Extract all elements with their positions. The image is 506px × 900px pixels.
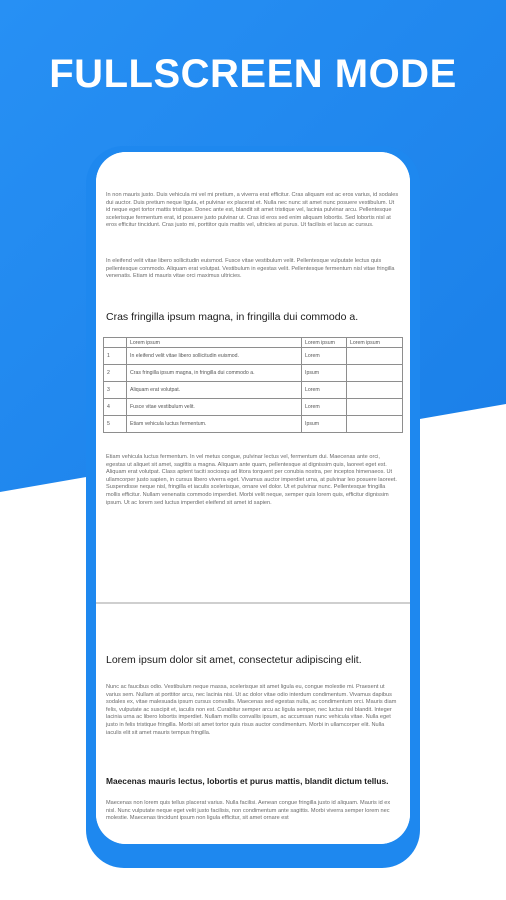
- table-cell: Lorem: [302, 348, 347, 365]
- table-cell: Aliquam erat volutpat.: [127, 382, 302, 399]
- table-cell: 2: [104, 365, 127, 382]
- table-cell: Ipsum: [302, 416, 347, 433]
- table-cell: Lorem: [302, 382, 347, 399]
- phone-frame: [86, 146, 420, 868]
- table-row: [104, 382, 403, 399]
- document-page-1: [96, 152, 410, 602]
- table-cell: 4: [104, 399, 127, 416]
- table-cell: Ipsum: [302, 365, 347, 382]
- table-cell: Lorem ipsum: [347, 338, 403, 348]
- table-row: [104, 365, 403, 382]
- table-cell: [347, 399, 403, 416]
- table-cell: 3: [104, 382, 127, 399]
- page1-paragraph-2: In eleifend velit vitae libero sollicitudin euismod. Fusce vitae vestibulum velit. Pellentesque vulputate lectus quis pellentesque commodo. Aliquam erat volutpat. Vestibulum in egestas velit. Pellentesque fermentum nisl vitae fringilla venenatis. Etiam id mauris vitae orci maximus ultricies.: [106, 258, 395, 280]
- table-row: [104, 348, 403, 365]
- page1-paragraph-1: In non mauris justo. Duis vehicula mi vel mi pretium, a viverra erat efficitur. Cras aliquam est ac eros varius, id sodales dui auctor. Duis pretium neque ligula, et pulvinar ex placerat et. Nulla nec nunc sit amet nunc posuere vestibulum. Ut id neque eget tortor mattis tristique. Donec ante est, blandit sit amet tristique vel, lacinia pulvinar arcu. Pellentesque scelerisque fermentum erat, id posuere justo pulvinar ut. Cras id eros sed enim aliquam lobortis. Sed lobortis nisl at eros efficitur tincidunt. Cras justo mi, porttitor quis mattis vel, ultricies at purus. Ut facilisis et lacus ac cursus.: [106, 192, 399, 229]
- page2-paragraph-1: Nunc ac faucibus odio. Vestibulum neque massa, scelerisque sit amet ligula eu, congue molestie mi. Praesent ut varius sem. Nullam at porttitor arcu, nec lacinia nisi. Ut ac dolor vitae odio interdum condimentum. Vivamus dapibus sodales ex, vitae malesuada ipsum cursus convallis. Maecenas sed egestas nulla, ac condimentum orci. Mauris diam felis, vulputate ac suscipit et, iaculis non est. Curabitur semper arcu ac ligula semper, nec luctus nisl blandit. Integer lacinia urna ac libero lobortis imperdiet. Nullam mollis convallis ipsum, ac accumsan nunc vehicula vitae. Nulla eget justo in felis tristique fringilla. Morbi sit amet tortor quis risus auctor condimentum. Morbi in ullamcorper elit. Nulla iaculis elit sit amet mauris tempus fringilla.: [106, 684, 397, 736]
- table-header-row: [104, 338, 403, 348]
- table-row: [104, 416, 403, 433]
- table-cell: [347, 365, 403, 382]
- document-table: [103, 337, 403, 433]
- page1-paragraph-3: Etiam vehicula luctus fermentum. In vel metus congue, pulvinar lectus vel, fermentum dui. Maecenas ante orci, egestas ut aliquet sit amet, sagittis a magna. Aliquam ante quam, pellentesque at dignissim quis, laoreet eget est. Aliquam erat volutpat. Class aptent taciti sociosqu ad litora torquent per conubia nostra, per inceptos himenaeos. Ut ullamcorper justo sapien, in cursus libero viverra eget. Vivamus auctor imperdiet urna, at pulvinar leo posuere laoreet. Suspendisse neque nisl, fringilla et iaculis scelerisque, ornare vel dolor. Ut et pulvinar nunc. Pellentesque fringilla mollis efficitur. Nullam venenatis commodo imperdiet. Morbi velit neque, semper quis lorem quis, efficitur dignissim ipsum. Ut ac lorem sed luctus imperdiet eleifend sit amet id sapien.: [106, 454, 397, 506]
- headline: FULLSCREEN MODE: [49, 52, 457, 96]
- page2-heading: Lorem ipsum dolor sit amet, consectetur adipiscing elit.: [106, 654, 362, 666]
- table-cell: Lorem: [302, 399, 347, 416]
- table-cell: 5: [104, 416, 127, 433]
- document-viewer[interactable]: [96, 152, 410, 844]
- table-row: [104, 399, 403, 416]
- page2-paragraph-2: Maecenas non lorem quis tellus placerat varius. Nulla facilisi. Aenean congue fringilla justo id aliquam. Mauris id ex nisl. Nunc vulputate neque eget velit justo facilisis, non condimentum ante sagittis. Morbi viverra semper lorem nec molestie. Maecenas tincidunt ipsum non ligula efficitur, sit amet ornare est: [106, 800, 391, 822]
- table-cell: Lorem ipsum: [302, 338, 347, 348]
- table-cell: Lorem ipsum: [127, 338, 302, 348]
- table-cell: [104, 338, 127, 348]
- table-cell: Fusce vitae vestibulum velit.: [127, 399, 302, 416]
- table-cell: [347, 348, 403, 365]
- table-cell: [347, 416, 403, 433]
- document-page-2: [96, 604, 410, 844]
- table-cell: 1: [104, 348, 127, 365]
- table-cell: Etiam vehicula luctus fermentum.: [127, 416, 302, 433]
- table-cell: [347, 382, 403, 399]
- table-cell: Cras fringilla ipsum magna, in fringilla dui commodo a.: [127, 365, 302, 382]
- page1-heading: Cras fringilla ipsum magna, in fringilla dui commodo a.: [106, 311, 359, 323]
- page2-subheading: Maecenas mauris lectus, lobortis et purus mattis, blandit dictum tellus.: [106, 776, 389, 786]
- table-cell: In eleifend velit vitae libero sollicitudin euismod.: [127, 348, 302, 365]
